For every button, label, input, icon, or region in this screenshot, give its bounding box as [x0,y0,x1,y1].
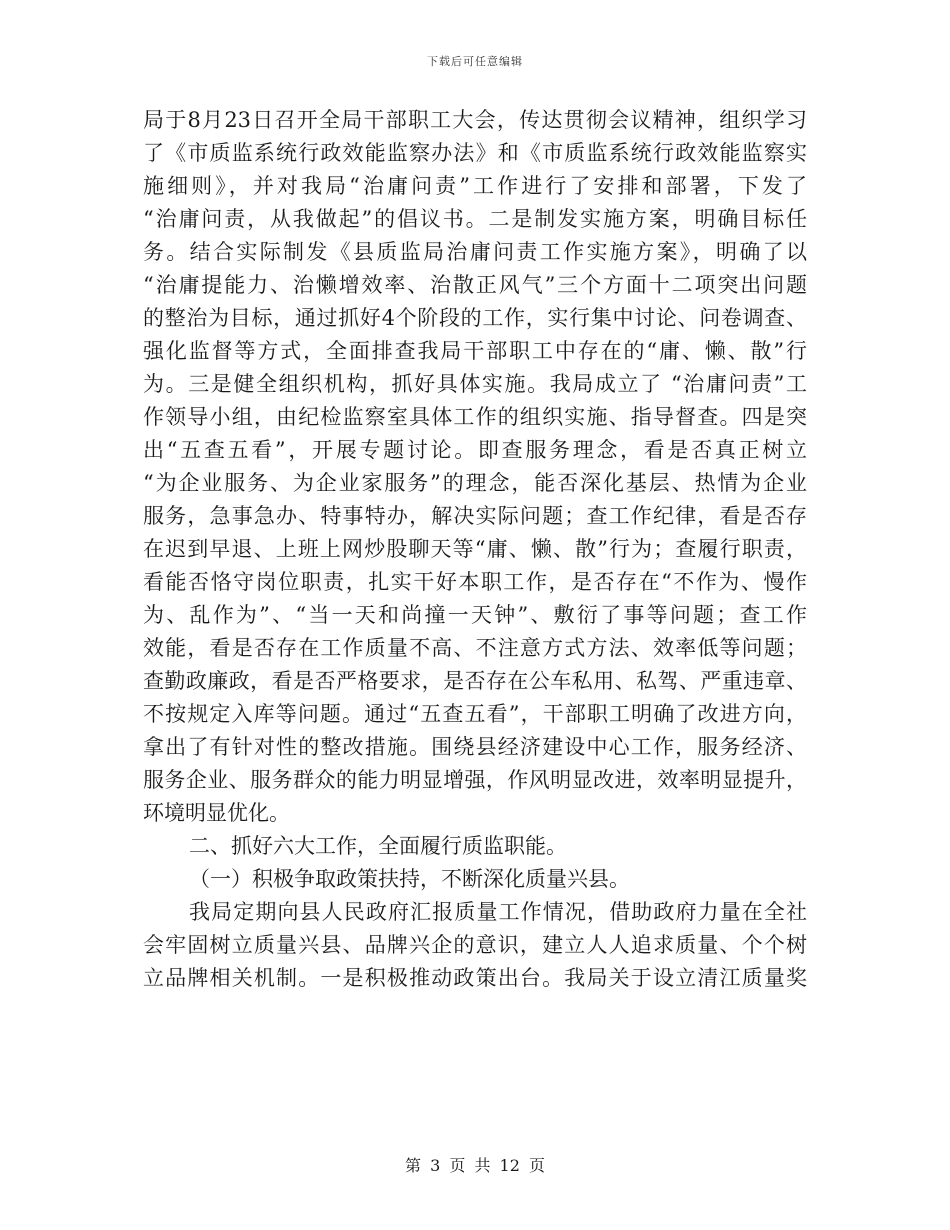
body-line: 为。三是健全组织机构，抓好具体实施。我局成立了 “治庸问责”工 [143,372,807,396]
body-line: 不按规定入库等问题。通过“五查五看”，干部职工明确了改进方向， [143,702,807,726]
document-body [143,104,807,995]
body-line: 立品牌相关机制。一是积极推动政策出台。我局关于设立清江质量奖 [143,966,807,990]
body-line: 在迟到早退、上班上网炒股聊天等“庸、懒、散”行为；查履行职责， [143,537,807,561]
body-line: 务。结合实际制发《县质监局治庸问责工作实施方案》，明确了以 [143,240,807,264]
body-line: 拿出了有针对性的整改措施。围绕县经济建设中心工作，服务经济、 [143,735,807,759]
body-line: 作领导小组，由纪检监察室具体工作的组织实施、指导督查。四是突 [143,405,807,429]
page-header-note: 下载后可任意编辑 [427,55,523,68]
section-heading: 二、抓好六大工作，全面履行质监职能。 [189,834,567,858]
body-line: 为、乱作为”、“当一天和尚撞一天钟”、敷衍了事等问题；查工作 [143,603,807,627]
subsection-heading: （一）积极争取政策扶持，不断深化质量兴县。 [189,867,630,891]
body-line: “为企业服务、为企业家服务”的理念，能否深化基层、热情为企业 [143,471,807,495]
body-line: 会牢固树立质量兴县、品牌兴企的意识，建立人人追求质量、个个树 [143,933,807,957]
body-line: “治庸问责，从我做起”的倡议书。二是制发实施方案，明确目标任 [143,207,807,231]
body-line: 出“五查五看”，开展专题讨论。即查服务理念，看是否真正树立 [143,438,807,462]
body-line: 服务企业、服务群众的能力明显增强，作风明显改进，效率明显提升， [143,768,807,792]
body-line: 查勤政廉政，看是否严格要求，是否存在公车私用、私驾、严重违章、 [143,669,807,693]
page-number: 第 3 页 共 12 页 [405,1156,545,1175]
body-line: 效能，看是否存在工作质量不高、不注意方式方法、效率低等问题； [143,636,807,660]
body-line: 的整治为目标，通过抓好4个阶段的工作，实行集中讨论、问卷调查、 [143,306,807,330]
body-line: 强化监督等方式，全面排查我局干部职工中存在的“庸、懒、散”行 [143,339,807,363]
body-line: 施细则》，并对我局“治庸问责”工作进行了安排和部署，下发了 [143,174,807,198]
body-line: 局于8月23日召开全局干部职工大会，传达贯彻会议精神，组织学习 [143,108,807,132]
body-line: 看能否恪守岗位职责，扎实干好本职工作，是否存在“不作为、慢作 [143,570,807,594]
body-line: 我局定期向县人民政府汇报质量工作情况，借助政府力量在全社 [189,900,807,924]
body-line: “治庸提能力、治懒增效率、治散正风气”三个方面十二项突出问题 [143,273,807,297]
body-line: 了《市质监系统行政效能监察办法》和《市质监系统行政效能监察实 [143,141,807,165]
body-line: 服务，急事急办、特事特办，解决实际问题；查工作纪律，看是否存 [143,504,807,528]
body-line: 环境明显优化。 [143,801,290,825]
